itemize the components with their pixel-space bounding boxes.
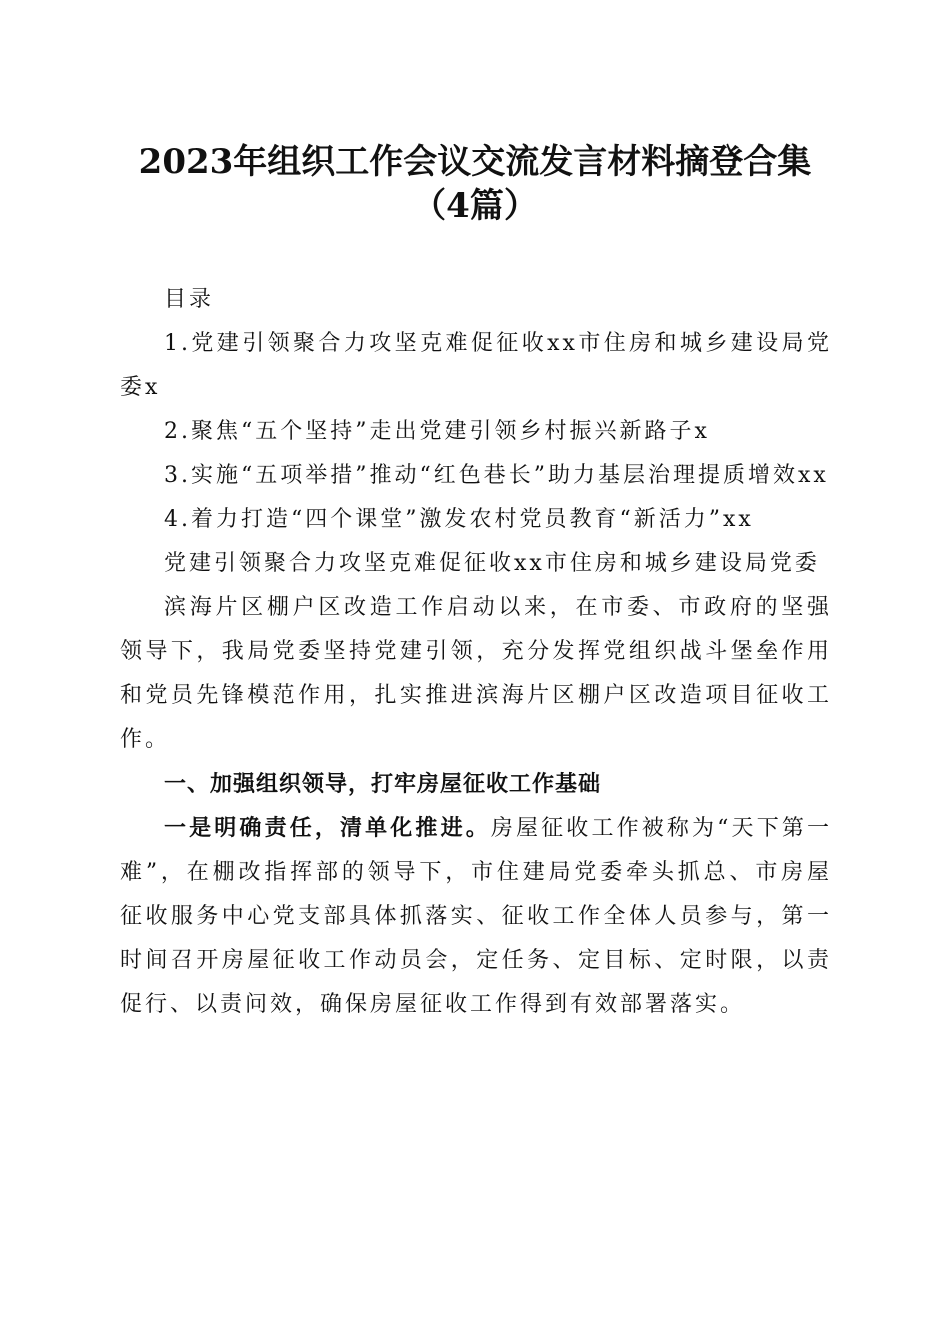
paragraph-body: 房屋征收工作被称为“天下第一难”，在棚改指挥部的领导下，市住建局党委牵头抓总、市房屋征收服务中心党支部具体抓落实、征收工作全体人员参与，第一时间召开房屋征收工作动员会，定任务、定目标、定时限，以责促行、以责问效，确保房屋征收工作得到有效部署落实。	[120, 816, 832, 1017]
toc-item: 4.着力打造“四个课堂”激发农村党员教育“新活力”xx	[164, 507, 754, 532]
article-title: 党建引领聚合力攻坚克难促征收xx市住房和城乡建设局党委	[164, 551, 820, 576]
toc-label: 目录	[164, 287, 215, 312]
toc-item: 2.聚焦“五个坚持”走出党建引领乡村振兴新路子x	[164, 419, 710, 444]
title-line-1: 2023年组织工作会议交流发言材料摘登合集	[138, 142, 812, 182]
section-heading: 一、加强组织领导，打牢房屋征收工作基础	[164, 771, 602, 797]
toc-item: 1.党建引领聚合力攻坚克难促征收xx市住房和城乡建设局党委x	[120, 331, 832, 400]
document-body	[120, 278, 832, 1027]
paragraph-lead: 一是明确责任，清单化推进。	[164, 815, 491, 841]
document-title	[0, 140, 950, 228]
body-paragraph	[120, 806, 832, 1027]
title-line-2: （4篇）	[412, 186, 538, 226]
intro-paragraph: 滨海片区棚户区改造工作启动以来，在市委、市政府的坚强领导下，我局党委坚持党建引领，充分发挥党组织战斗堡垒作用和党员先锋模范作用，扎实推进滨海片区棚户区改造项目征收工作。	[120, 595, 832, 752]
toc-item: 3.实施“五项举措”推动“红色巷长”助力基层治理提质增效xx	[164, 463, 829, 488]
